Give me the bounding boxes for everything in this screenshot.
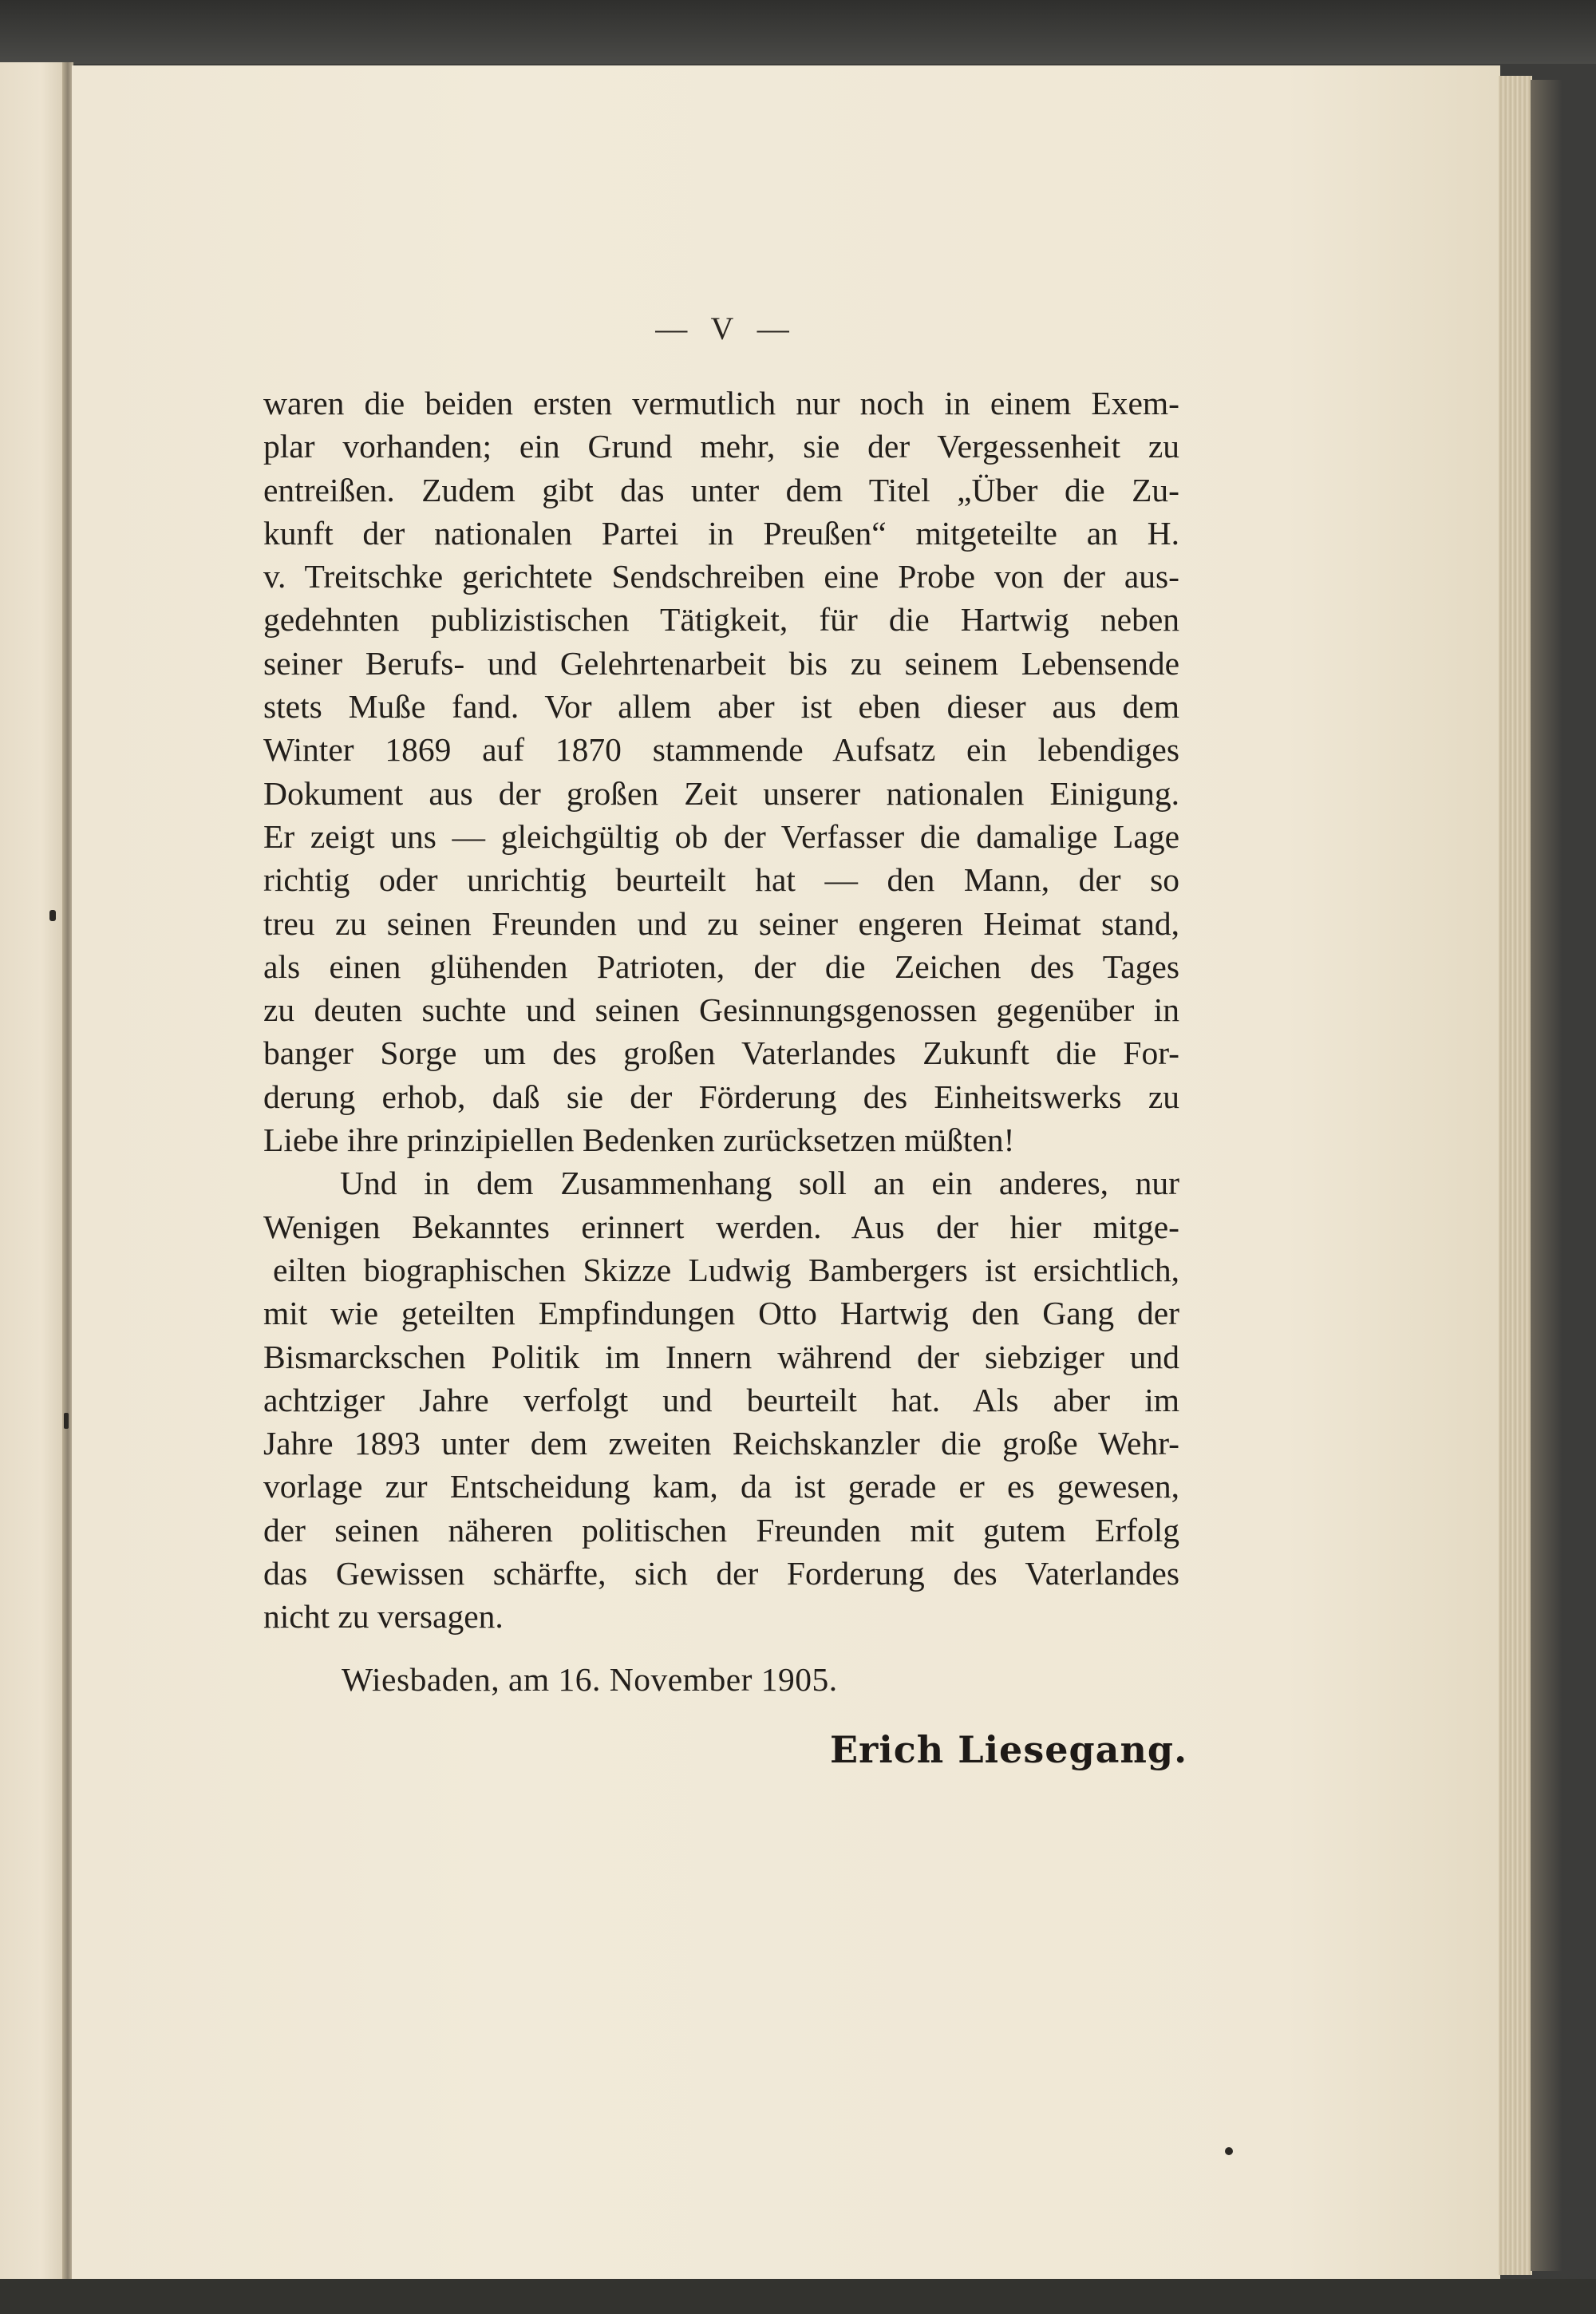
text-line: richtig oder unrichtig beurteilt hat — den Mann, der so — [263, 861, 1179, 899]
text-line: seiner Berufs- und Gelehrtenarbeit bis zu seinem Lebensende — [263, 644, 1179, 682]
text-line: v. Treitschke gerichtete Sendschreiben eine Probe von der aus- — [263, 558, 1179, 595]
text-line: mit wie geteilten Empfindungen Otto Hartwig den Gang der — [263, 1295, 1179, 1332]
text-line: Er zeigt uns — gleichgültig ob der Verfasser die damalige Lage — [263, 817, 1179, 855]
author-signature: Erich Liesegang. — [830, 1728, 1188, 1771]
text-line: treu zu seinen Freunden und zu seiner engeren Heimat stand, — [263, 904, 1179, 942]
ink-speck — [49, 910, 56, 921]
text-line: Jahre 1893 unter dem zweiten Reichskanzler die große Wehr- — [263, 1425, 1179, 1462]
text-line: plar vorhanden; ein Grund mehr, sie der Vergessenheit zu — [263, 428, 1179, 465]
page-number: — V — — [655, 311, 797, 346]
text-line: nicht zu versagen. — [263, 1598, 504, 1636]
text-line: stets Muße fand. Vor allem aber ist eben dieser aus dem — [263, 688, 1179, 726]
text-line: zu deuten suchte und seinen Gesinnungsgenossen gegenüber in — [263, 991, 1179, 1029]
text-line: Wenigen Bekanntes erinnert werden. Aus der hier mitge- — [263, 1208, 1179, 1245]
page-edge-shadow — [1531, 80, 1562, 2271]
text-line: eilten biographischen Skizze Ludwig Bambergers ist ersichtlich, — [273, 1251, 1179, 1288]
text-line: banger Sorge um des großen Vaterlandes Zukunft die For- — [263, 1034, 1179, 1072]
text-line: als einen glühenden Patrioten, der die Zeichen des Tages — [263, 947, 1179, 985]
text-line: Dokument aus der großen Zeit unserer nationalen Einigung. — [263, 774, 1179, 812]
text-line: kunft der nationalen Partei in Preußen“ mitgeteilte an H. — [263, 514, 1179, 552]
left-page-edge — [0, 62, 69, 2281]
text-line: achtziger Jahre verfolgt und beurteilt hat. Als aber im — [263, 1381, 1179, 1418]
body-text — [263, 382, 1179, 1639]
text-line: der seinen näheren politischen Freunden mit gutem Erfolg — [263, 1511, 1179, 1549]
scan-background-bottom — [0, 2279, 1596, 2314]
page-edges-stack — [1499, 76, 1532, 2275]
place-and-date: Wiesbaden, am 16. November 1905. — [342, 1661, 838, 1698]
text-line: gedehnten publizistischen Tätigkeit, für die Hartwig neben — [263, 601, 1179, 639]
text-line: waren die beiden ersten vermutlich nur noch in einem Exem- — [263, 385, 1179, 421]
text-line: Liebe ihre prinzipiellen Bedenken zurücksetzen müßten! — [263, 1121, 1015, 1159]
text-line: derung erhob, daß sie der Förderung des Einheitswerks zu — [263, 1078, 1179, 1115]
text-line: Bismarckschen Politik im Innern während der siebziger und — [263, 1338, 1179, 1375]
text-line: entreißen. Zudem gibt das unter dem Titel „Über die Zu- — [263, 471, 1179, 508]
text-line: das Gewissen schärfte, sich der Forderung des Vaterlandes — [263, 1555, 1179, 1592]
text-line: vorlage zur Entscheidung kam, da ist gerade er es gewesen, — [263, 1468, 1179, 1505]
scan-background-top — [0, 0, 1596, 64]
text-line: Winter 1869 auf 1870 stammende Aufsatz ein lebendiges — [263, 731, 1179, 769]
ink-speck — [1225, 2147, 1233, 2155]
ink-speck — [64, 1413, 69, 1429]
paragraph-start-line: Und in dem Zusammenhang soll an ein anderes, nur — [340, 1165, 1179, 1202]
